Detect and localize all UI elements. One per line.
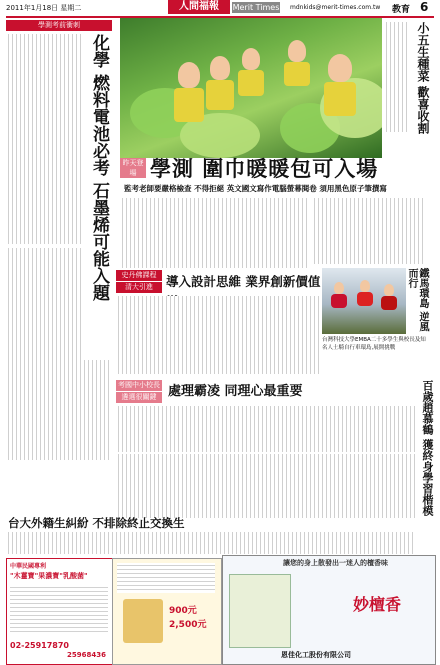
headline-vegetables: 小五生種菜 歡喜收割 xyxy=(416,22,430,135)
section-tag-exam-prep: 學測考前衝刺 xyxy=(6,20,112,31)
tag-stanford: 史丹佛課程 xyxy=(116,270,162,281)
headline-chemistry: 化學 燃料電池必考 石墨烯可能入題 xyxy=(89,34,109,301)
ad-left-title: "木薑寶"果濃寶"乳酸菌" xyxy=(10,572,88,580)
section-name: 教育 xyxy=(392,5,411,15)
lead-subhead: 監考老師要嚴格檢查 不得拒絕 英文國文寫作電腦螢幕閱卷 須用黑色原子筆撰寫 xyxy=(124,184,387,193)
lead-article-body xyxy=(120,198,310,268)
headline-bike: 鐵馬環島 逆風而行 xyxy=(406,268,428,332)
newspaper-logo: 人間福報 xyxy=(168,0,230,14)
headline-ntu: 台大外籍生糾紛 不排除終止交換生 xyxy=(8,516,185,530)
article-body-chemistry xyxy=(6,34,84,244)
article-body-bullying xyxy=(116,406,418,452)
headline-centenarian: 百歲趙慕鶴 獲終身學習楷模 xyxy=(421,380,434,516)
logo-subtitle: Merit Times xyxy=(232,3,280,12)
ad-mid-price-1: 900元 xyxy=(169,606,197,616)
tag-principal: 考國中小校長 xyxy=(118,381,160,389)
ad-left-body xyxy=(10,585,108,635)
kicker-exam: 昨天登場 xyxy=(120,158,146,178)
ad-right-tagline: 讓您的身上散發出一迷人的檀香味 xyxy=(283,559,388,567)
bike-caption: 台灣科技大學EMBA二十多學生與校長及知名人士騎自行車環島,展開挑戰 xyxy=(322,337,426,351)
article-body-chemistry-3 xyxy=(6,360,112,460)
page-number: 6 xyxy=(420,0,429,14)
article-body-design xyxy=(116,296,320,374)
ad-left-brand: 中華民國專利 xyxy=(10,563,47,570)
ad-right-brand: 妙檀香 xyxy=(353,595,402,614)
headline-design-thinking: 導入設計思維 業界創新價值 xyxy=(166,274,321,289)
ad-middle[interactable] xyxy=(112,558,222,665)
ad-mid-body xyxy=(117,563,215,593)
ad-sandalwood[interactable] xyxy=(222,555,436,665)
ad-left-phone: 02-25917870 xyxy=(10,641,69,650)
ad-wood-ginger[interactable] xyxy=(6,558,114,665)
tag-selection: 遴選很關鍵 xyxy=(116,392,162,403)
article-body-bullying-2 xyxy=(116,454,418,518)
lead-headline: 學測 圍巾暖暖包可入場 xyxy=(150,156,379,181)
product-box-icon xyxy=(123,599,163,643)
ad-right-product-box xyxy=(229,574,291,648)
ad-right-company: 恩佳化工股份有限公司 xyxy=(281,651,351,659)
bike-photo xyxy=(322,268,406,334)
lead-article-body-2 xyxy=(312,198,424,264)
masthead xyxy=(0,0,440,16)
lead-photo-children-vegetables xyxy=(120,18,382,158)
issue-date: 2011年1月18日 星期二 xyxy=(6,4,82,12)
tag-tsinghua: 清大引進 xyxy=(116,282,162,293)
contact-email: mdnkids@merit-times.com.tw xyxy=(290,4,381,11)
article-body-vegetables xyxy=(384,22,410,132)
ad-left-phone-2: 25968436 xyxy=(67,651,106,659)
headline-bullying: 處理霸凌 同理心最重要 xyxy=(168,384,303,399)
article-body-ntu xyxy=(6,532,416,554)
ad-mid-price-2: 2,500元 xyxy=(169,620,207,630)
